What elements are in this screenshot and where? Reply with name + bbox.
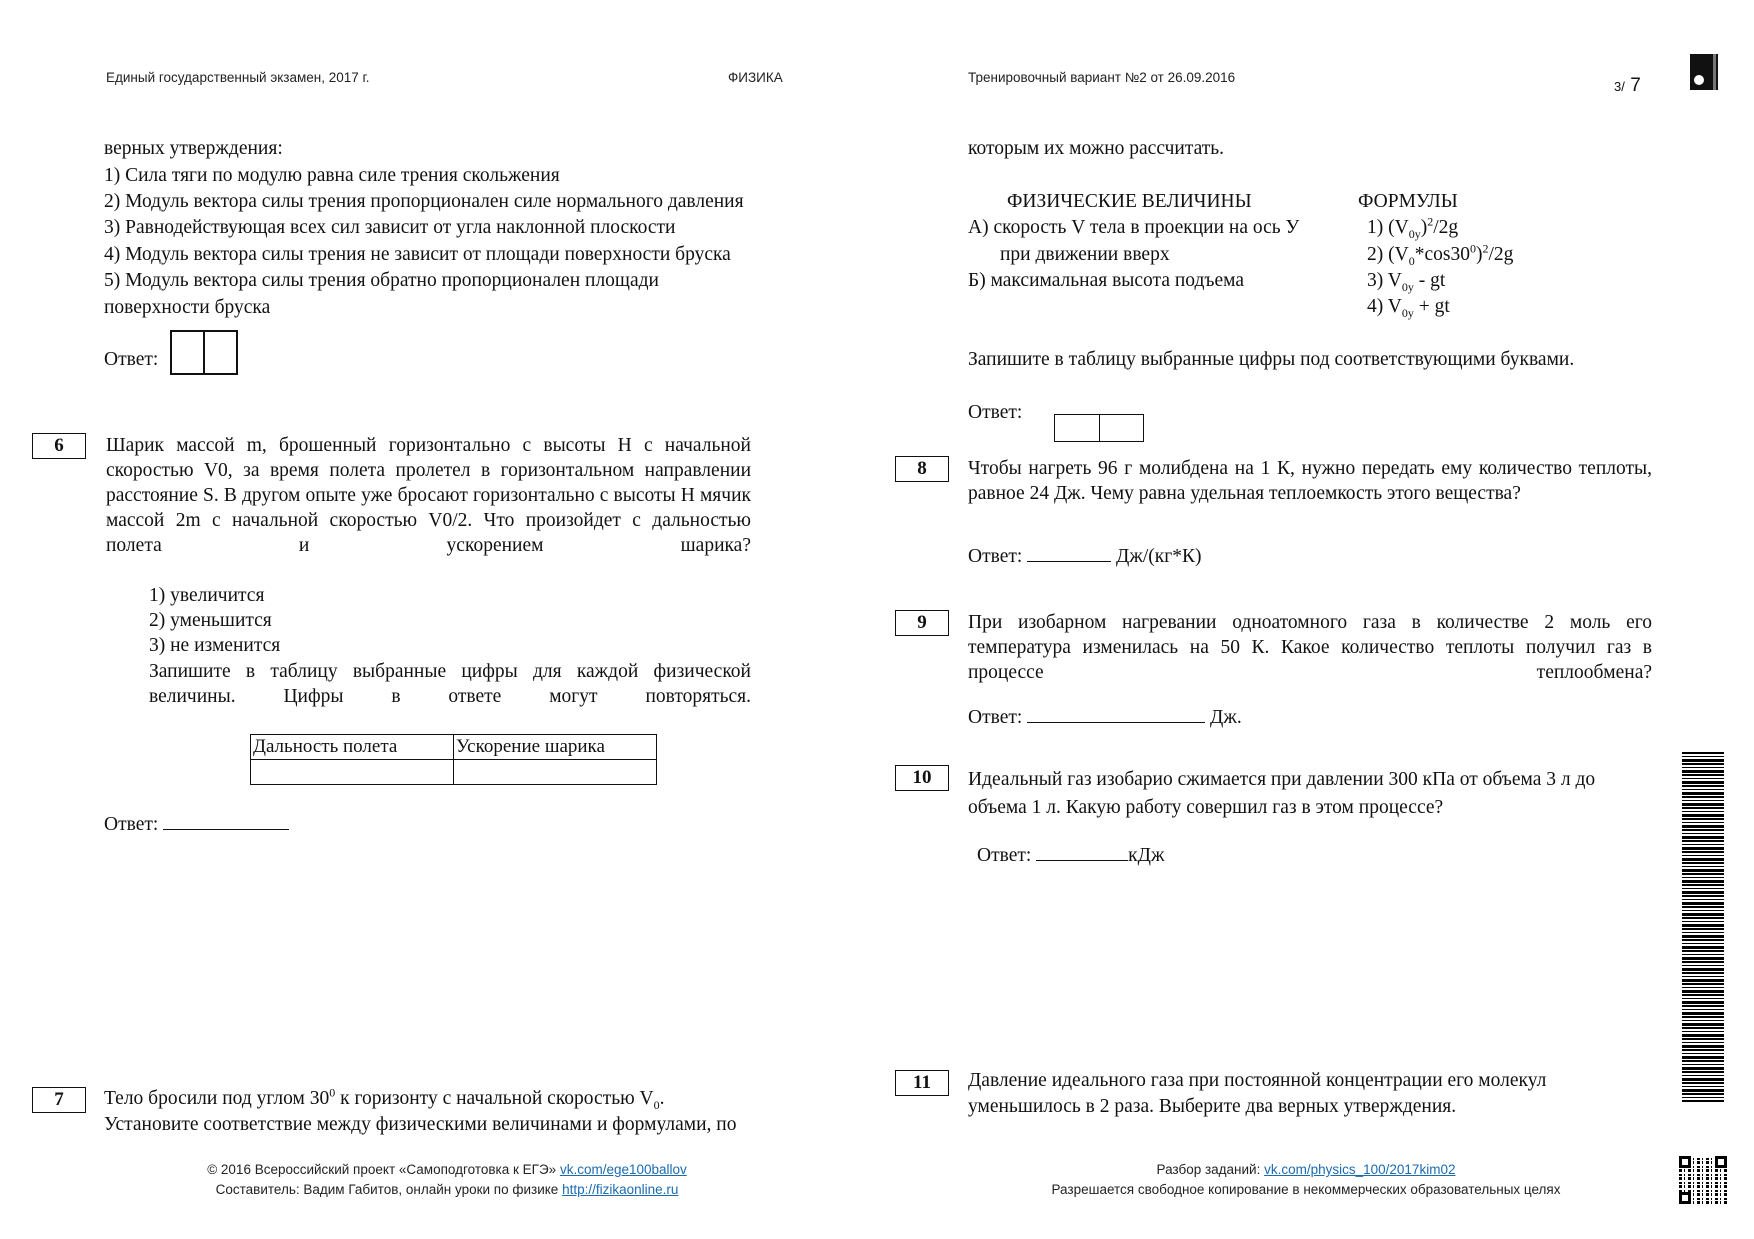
answer-label: Ответ: <box>968 402 1023 423</box>
registration-mark-icon <box>1690 54 1718 90</box>
text: 0y <box>1408 226 1421 241</box>
q5-option: 5) Модуль вектора силы трения обратно пропорционален площади <box>104 270 659 291</box>
qr-corner-icon <box>1679 1156 1691 1168</box>
footer-link[interactable]: http://fizikaonline.ru <box>562 1182 679 1197</box>
footer-link[interactable]: vk.com/physics_100/2017kim02 <box>1264 1162 1456 1177</box>
q6-answer-table <box>250 734 657 785</box>
qr-corner-icon <box>1679 1192 1691 1204</box>
q5-option: 4) Модуль вектора силы трения не зависит от площади поверхности бруска <box>104 244 731 265</box>
formula-3 <box>1367 269 1445 293</box>
q10-line1: Идеальный газ изобарио сжимается при давлении 300 кПа от объема 3 л до <box>968 769 1596 790</box>
formula-1 <box>1367 216 1458 240</box>
unit: Дж/(кг*К) <box>1116 546 1202 567</box>
answer-label: Ответ: <box>968 546 1023 567</box>
q7-instruction: Запишите в таблицу выбранные цифры под соответствующими буквами. <box>968 349 1575 370</box>
answer-label: Ответ: <box>104 814 159 835</box>
question-number: 9 <box>895 610 949 636</box>
answer-field[interactable] <box>1027 704 1205 723</box>
answer-field[interactable] <box>1036 842 1128 861</box>
table-header: Дальность полета <box>251 735 454 760</box>
text: /2g <box>1488 244 1514 265</box>
text: 0y <box>1401 305 1414 320</box>
q7-answer-boxes[interactable] <box>1054 414 1144 442</box>
q10-answer <box>977 842 1164 868</box>
q8-text: Чтобы нагреть 96 г молибдена на 1 К, нужно передать ему количество теплоты, равное 24 Дж. Чему равна удельная теплоемкость этого вещества? <box>968 458 1652 504</box>
quantity-b: Б) максимальная высота подъема <box>968 270 1244 291</box>
answer-cell[interactable] <box>172 332 205 373</box>
answer-cell[interactable] <box>205 332 236 373</box>
q10-line2: объема 1 л. Какую работу совершил газ в этом процессе? <box>968 797 1444 818</box>
quantity-a-cont: при движении вверх <box>1000 244 1170 265</box>
question-number: 6 <box>32 433 86 459</box>
question-number: 11 <box>895 1070 949 1096</box>
q5-answer-boxes[interactable] <box>170 330 238 375</box>
table-header: Ускорение шарика <box>454 735 657 760</box>
footer-text: Составитель: Вадим Габитов, онлайн уроки по физике <box>215 1182 559 1197</box>
q11-line2: уменьшилось в 2 раза. Выберите два верных утверждения. <box>968 1096 1457 1117</box>
text: - gt <box>1413 270 1446 291</box>
q5-option: 2) Модуль вектора силы трения пропорционален силе нормального давления <box>104 191 744 212</box>
q9-text: При изобарном нагревании одноатомного газа в количестве 2 моль его температура изменилась на 50 К. Какое количество теплоты получил газ в процессе теплообмена? <box>968 612 1652 683</box>
answer-cell[interactable] <box>1055 415 1100 441</box>
unit: кДж <box>1128 845 1165 866</box>
text: 0 <box>329 1085 336 1100</box>
text: к горизонту с начальной скоростью V <box>335 1088 654 1109</box>
text: 2) (V <box>1367 244 1409 265</box>
variant-info: Тренировочный вариант №2 от 26.09.2016 <box>968 70 1236 85</box>
answer-cell[interactable] <box>454 760 657 785</box>
page-number <box>1614 74 1641 97</box>
text: 0 <box>1408 253 1415 268</box>
q5-option: 1) Сила тяги по модулю равна силе трения скольжения <box>104 165 560 186</box>
formula-2 <box>1367 243 1513 267</box>
q7-line3: которым их можно рассчитать. <box>968 138 1225 159</box>
q5-line: верных утверждения: <box>104 138 283 159</box>
answer-field[interactable] <box>1027 543 1111 562</box>
answer-cell[interactable] <box>251 760 454 785</box>
page-total: 7 <box>1630 75 1641 96</box>
barcode-icon <box>1682 752 1724 1102</box>
column-header: ФОРМУЛЫ <box>1358 191 1458 212</box>
text: . <box>659 1088 665 1109</box>
q6-option: 3) не изменится <box>149 635 281 656</box>
footer-text: © 2016 Всероссийский проект «Самоподготовка к ЕГЭ» <box>207 1162 557 1177</box>
answer-label: Ответ: <box>104 349 159 370</box>
page-current: 3 <box>1614 79 1622 94</box>
answer-label: Ответ: <box>977 845 1032 866</box>
subject: ФИЗИКА <box>728 70 783 85</box>
question-number: 7 <box>32 1087 86 1113</box>
footer-right <box>1006 1160 1606 1200</box>
question-number: 8 <box>895 456 949 482</box>
q6-text: Шарик массой m, брошенный горизонтально с высоты H с начальной скоростью V0, за время полета пролетел в горизонтальном направлении расстояние S. В другом опыте уже бросают горизонтально с высоты H мячик массой 2m с начальной скоростью V0/2. Что произойдет с дальностью полета и ускорением шарика? <box>106 435 751 556</box>
q7-line1 <box>104 1087 665 1111</box>
q9-answer <box>968 704 1242 730</box>
text: ) <box>1420 217 1428 238</box>
text: ) <box>1475 244 1483 265</box>
page-sep: / <box>1621 79 1625 94</box>
footer-text: Разбор заданий: <box>1156 1162 1261 1177</box>
q6-answer <box>104 811 289 837</box>
q8-answer <box>968 543 1201 569</box>
q7-line2: Установите соответствие между физическими величинами и формулами, по <box>104 1114 737 1135</box>
footer-text: Разрешается свободное копирование в некоммерческих образовательных целях <box>1051 1182 1561 1197</box>
formula-4 <box>1367 295 1450 319</box>
unit: Дж. <box>1210 707 1242 728</box>
text: /2g <box>1433 217 1459 238</box>
question-number: 10 <box>895 765 949 791</box>
text: 2 <box>1482 241 1489 256</box>
text: 4) V <box>1367 296 1402 317</box>
text: *cos30 <box>1414 244 1470 265</box>
text: 3) V <box>1367 270 1402 291</box>
footer-link[interactable]: vk.com/ege100ballov <box>559 1162 687 1177</box>
text: + gt <box>1413 296 1450 317</box>
q6-option: 2) уменьшится <box>149 610 272 631</box>
exam-title: Единый государственный экзамен, 2017 г. <box>106 70 370 85</box>
q5-option: 3) Равнодействующая всех сил зависит от угла наклонной плоскости <box>104 217 676 238</box>
text: 0y <box>1401 279 1414 294</box>
text: 0 <box>1469 241 1476 256</box>
text: 2 <box>1427 214 1434 229</box>
text: 0 <box>653 1097 660 1112</box>
column-header: ФИЗИЧЕСКИЕ ВЕЛИЧИНЫ <box>1007 191 1252 212</box>
text: Тело бросили под углом 30 <box>104 1088 330 1109</box>
text: 1) (V <box>1367 217 1409 238</box>
qr-corner-icon <box>1715 1156 1727 1168</box>
footer-left <box>147 1160 747 1200</box>
quantity-a: А) скорость V тела в проекции на ось У <box>968 217 1300 238</box>
q6-option: 1) увеличится <box>149 585 265 606</box>
q6-instruction: Запишите в таблицу выбранные цифры для каждой физической величины. Цифры в ответе могут повторяться. <box>149 661 751 707</box>
answer-field[interactable] <box>163 811 289 830</box>
answer-cell[interactable] <box>1100 415 1144 441</box>
answer-label: Ответ: <box>968 707 1023 728</box>
q5-line: поверхности бруска <box>104 297 271 318</box>
q11-line1: Давление идеального газа при постоянной концентрации его молекул <box>968 1070 1547 1091</box>
